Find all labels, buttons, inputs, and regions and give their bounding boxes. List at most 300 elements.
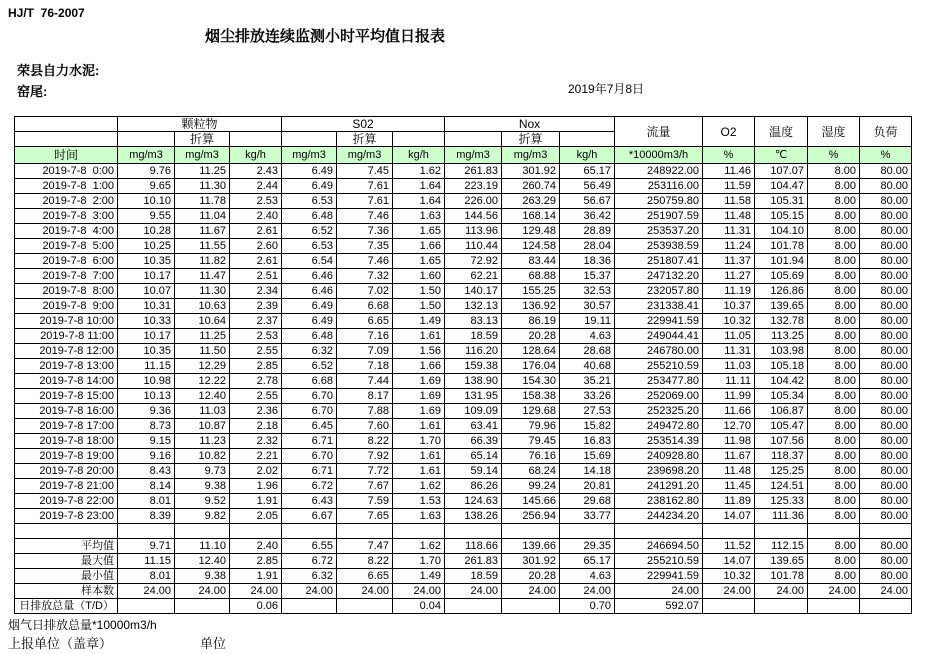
data-cell: 15.69 — [560, 449, 615, 464]
data-cell: 11.58 — [703, 194, 755, 209]
data-cell: 6.49 — [282, 164, 337, 179]
summary-cell: 8.00 — [808, 569, 860, 584]
data-cell: 7.88 — [337, 404, 393, 419]
summary-label: 最小值 — [15, 569, 118, 584]
data-cell: 253537.20 — [615, 224, 703, 239]
empty-cell — [502, 524, 560, 539]
data-cell: 250759.80 — [615, 194, 703, 209]
data-cell: 10.07 — [118, 284, 175, 299]
data-cell: 253116.00 — [615, 179, 703, 194]
data-cell: 131.95 — [445, 389, 502, 404]
data-cell: 80.00 — [860, 224, 912, 239]
empty-cell — [860, 524, 912, 539]
data-cell: 109.09 — [445, 404, 502, 419]
data-cell: 11.89 — [703, 494, 755, 509]
data-cell: 6.53 — [282, 239, 337, 254]
summary-cell: 6.65 — [337, 569, 393, 584]
data-cell: 1.62 — [393, 164, 445, 179]
data-cell: 136.92 — [502, 299, 560, 314]
data-cell: 80.00 — [860, 194, 912, 209]
unit-cell: kg/h — [393, 147, 445, 164]
data-cell: 36.42 — [560, 209, 615, 224]
data-cell: 30.57 — [560, 299, 615, 314]
data-cell: 10.64 — [175, 314, 230, 329]
unit-cell: mg/m3 — [502, 147, 560, 164]
data-cell: 2.40 — [230, 209, 282, 224]
summary-cell: 24.00 — [282, 584, 337, 599]
blank-cell — [118, 132, 175, 147]
data-cell: 11.03 — [703, 359, 755, 374]
data-cell: 2.44 — [230, 179, 282, 194]
summary-cell: 24.00 — [755, 584, 808, 599]
summary-cell: 11.52 — [703, 539, 755, 554]
data-cell: 252069.00 — [615, 389, 703, 404]
empty-cell — [282, 524, 337, 539]
data-cell: 6.46 — [282, 284, 337, 299]
row-time: 2019-7-8 2:00 — [15, 194, 118, 209]
data-cell: 11.30 — [175, 284, 230, 299]
data-cell: 106.87 — [755, 404, 808, 419]
data-cell: 80.00 — [860, 269, 912, 284]
data-cell: 247132.20 — [615, 269, 703, 284]
col-header-o2: O2 — [703, 117, 755, 147]
data-cell: 159.38 — [445, 359, 502, 374]
data-cell: 18.59 — [445, 329, 502, 344]
data-cell: 11.19 — [703, 284, 755, 299]
summary-label: 平均值 — [15, 539, 118, 554]
data-cell: 10.33 — [118, 314, 175, 329]
summary-row — [15, 584, 912, 599]
unit-cell: mg/m3 — [282, 147, 337, 164]
data-cell: 2.85 — [230, 359, 282, 374]
data-cell: 80.00 — [860, 299, 912, 314]
data-cell: 145.66 — [502, 494, 560, 509]
data-cell: 7.09 — [337, 344, 393, 359]
data-cell: 9.73 — [175, 464, 230, 479]
data-cell: 10.17 — [118, 269, 175, 284]
data-cell: 126.86 — [755, 284, 808, 299]
data-cell: 10.28 — [118, 224, 175, 239]
data-cell: 8.00 — [808, 419, 860, 434]
unit-cell: mg/m3 — [445, 147, 502, 164]
data-cell: 10.35 — [118, 254, 175, 269]
data-cell: 12.22 — [175, 374, 230, 389]
summary-cell: 80.00 — [860, 569, 912, 584]
data-cell: 11.99 — [703, 389, 755, 404]
data-cell: 7.72 — [337, 464, 393, 479]
row-time: 2019-7-8 13:00 — [15, 359, 118, 374]
data-cell: 8.00 — [808, 509, 860, 524]
summary-cell: 24.00 — [230, 584, 282, 599]
data-cell: 8.00 — [808, 404, 860, 419]
data-row — [15, 269, 912, 284]
col-group-particulate: 颗粒物 — [118, 117, 282, 132]
data-cell: 6.49 — [282, 314, 337, 329]
summary-cell: 24.00 — [175, 584, 230, 599]
flue-gas-total-note: 烟气日排放总量*10000m3/h — [8, 618, 157, 632]
data-cell: 2.43 — [230, 164, 282, 179]
row-time: 2019-7-8 20:00 — [15, 464, 118, 479]
converted-header-particulate: 折算 — [175, 132, 230, 147]
summary-cell: 6.72 — [282, 554, 337, 569]
data-cell: 11.25 — [175, 329, 230, 344]
summary-cell: 6.32 — [282, 569, 337, 584]
data-cell: 2.60 — [230, 239, 282, 254]
data-cell: 240928.80 — [615, 449, 703, 464]
data-cell: 11.47 — [175, 269, 230, 284]
row-time: 2019-7-8 3:00 — [15, 209, 118, 224]
row-time: 2019-7-8 21:00 — [15, 479, 118, 494]
unit-cell: % — [703, 147, 755, 164]
data-cell: 33.26 — [560, 389, 615, 404]
data-cell: 68.24 — [502, 464, 560, 479]
data-cell: 80.00 — [860, 464, 912, 479]
data-cell: 104.47 — [755, 179, 808, 194]
time-header: 时间 — [15, 147, 118, 164]
summary-row — [15, 539, 912, 554]
data-cell: 229941.59 — [615, 314, 703, 329]
summary-cell: 4.63 — [560, 569, 615, 584]
data-row — [15, 449, 912, 464]
data-cell: 2.34 — [230, 284, 282, 299]
data-cell: 2.32 — [230, 434, 282, 449]
summary-cell — [808, 599, 860, 614]
data-cell: 8.22 — [337, 434, 393, 449]
data-cell: 168.14 — [502, 209, 560, 224]
report-table — [14, 116, 912, 614]
data-cell: 20.81 — [560, 479, 615, 494]
data-cell: 1.50 — [393, 299, 445, 314]
data-cell: 8.39 — [118, 509, 175, 524]
summary-cell: 1.49 — [393, 569, 445, 584]
data-cell: 86.19 — [502, 314, 560, 329]
data-cell: 2.53 — [230, 329, 282, 344]
data-cell: 104.10 — [755, 224, 808, 239]
data-cell: 1.61 — [393, 449, 445, 464]
data-cell: 176.04 — [502, 359, 560, 374]
blank-cell — [15, 132, 118, 147]
data-cell: 260.74 — [502, 179, 560, 194]
data-row — [15, 344, 912, 359]
data-cell: 10.63 — [175, 299, 230, 314]
data-cell: 11.59 — [703, 179, 755, 194]
data-cell: 2.55 — [230, 344, 282, 359]
unit-cell: % — [808, 147, 860, 164]
empty-cell — [755, 524, 808, 539]
data-cell: 11.37 — [703, 254, 755, 269]
unit-cell: mg/m3 — [337, 147, 393, 164]
row-time: 2019-7-8 14:00 — [15, 374, 118, 389]
data-cell: 6.65 — [337, 314, 393, 329]
summary-cell — [445, 599, 502, 614]
data-cell: 8.00 — [808, 284, 860, 299]
data-cell: 15.37 — [560, 269, 615, 284]
data-cell: 251907.59 — [615, 209, 703, 224]
data-cell: 1.65 — [393, 254, 445, 269]
data-cell: 2.53 — [230, 194, 282, 209]
data-cell: 8.01 — [118, 494, 175, 509]
data-cell: 33.77 — [560, 509, 615, 524]
data-cell: 6.52 — [282, 224, 337, 239]
data-cell: 124.51 — [755, 479, 808, 494]
data-cell: 11.78 — [175, 194, 230, 209]
data-cell: 138.90 — [445, 374, 502, 389]
row-time: 2019-7-8 16:00 — [15, 404, 118, 419]
summary-cell: 246694.50 — [615, 539, 703, 554]
summary-cell: 8.22 — [337, 554, 393, 569]
data-cell: 104.42 — [755, 374, 808, 389]
data-cell: 129.48 — [502, 224, 560, 239]
data-cell: 256.94 — [502, 509, 560, 524]
data-cell: 132.13 — [445, 299, 502, 314]
data-cell: 226.00 — [445, 194, 502, 209]
data-cell: 80.00 — [860, 509, 912, 524]
data-cell: 66.39 — [445, 434, 502, 449]
empty-cell — [445, 524, 502, 539]
summary-cell: 24.00 — [445, 584, 502, 599]
data-cell: 8.00 — [808, 209, 860, 224]
unit-cell: % — [860, 147, 912, 164]
summary-cell: 8.01 — [118, 569, 175, 584]
data-cell: 80.00 — [860, 254, 912, 269]
data-row — [15, 359, 912, 374]
data-cell: 1.61 — [393, 464, 445, 479]
data-cell: 139.65 — [755, 299, 808, 314]
data-cell: 223.19 — [445, 179, 502, 194]
data-cell: 8.17 — [337, 389, 393, 404]
data-cell: 1.69 — [393, 389, 445, 404]
data-cell: 4.63 — [560, 329, 615, 344]
data-cell: 80.00 — [860, 344, 912, 359]
data-cell: 80.00 — [860, 434, 912, 449]
data-cell: 138.26 — [445, 509, 502, 524]
data-cell: 113.96 — [445, 224, 502, 239]
data-cell: 63.41 — [445, 419, 502, 434]
data-cell: 11.11 — [703, 374, 755, 389]
summary-cell: 24.00 — [703, 584, 755, 599]
summary-cell: 12.40 — [175, 554, 230, 569]
data-cell: 86.26 — [445, 479, 502, 494]
summary-row — [15, 554, 912, 569]
data-cell: 105.34 — [755, 389, 808, 404]
monitor-location: 窑尾: — [17, 84, 48, 99]
page-title: 烟尘排放连续监测小时平均值日报表 — [205, 28, 446, 45]
data-row — [15, 464, 912, 479]
summary-cell: 24.00 — [808, 584, 860, 599]
data-cell: 11.23 — [175, 434, 230, 449]
data-cell: 2.51 — [230, 269, 282, 284]
data-cell: 59.14 — [445, 464, 502, 479]
data-cell: 129.68 — [502, 404, 560, 419]
summary-cell: 6.55 — [282, 539, 337, 554]
data-cell: 8.00 — [808, 194, 860, 209]
data-cell: 8.00 — [808, 224, 860, 239]
summary-cell: 0.04 — [393, 599, 445, 614]
summary-label: 日排放总量（T/D） — [15, 599, 118, 614]
unit-cell: kg/h — [230, 147, 282, 164]
data-cell: 11.50 — [175, 344, 230, 359]
summary-cell: 2.85 — [230, 554, 282, 569]
data-cell: 80.00 — [860, 404, 912, 419]
data-cell: 8.00 — [808, 479, 860, 494]
data-cell: 83.44 — [502, 254, 560, 269]
data-cell: 7.18 — [337, 359, 393, 374]
data-cell: 2.21 — [230, 449, 282, 464]
summary-cell: 7.47 — [337, 539, 393, 554]
data-row — [15, 209, 912, 224]
data-cell: 110.44 — [445, 239, 502, 254]
data-cell: 6.45 — [282, 419, 337, 434]
unit-cell: mg/m3 — [175, 147, 230, 164]
data-cell: 111.36 — [755, 509, 808, 524]
data-cell: 7.36 — [337, 224, 393, 239]
data-row — [15, 434, 912, 449]
data-cell: 2.61 — [230, 224, 282, 239]
data-cell: 125.25 — [755, 464, 808, 479]
data-cell: 6.70 — [282, 389, 337, 404]
data-row — [15, 389, 912, 404]
empty-cell — [703, 524, 755, 539]
data-cell: 1.91 — [230, 494, 282, 509]
data-row — [15, 179, 912, 194]
row-time: 2019-7-8 1:00 — [15, 179, 118, 194]
data-cell: 80.00 — [860, 209, 912, 224]
summary-cell: 112.15 — [755, 539, 808, 554]
group-header-row — [15, 117, 912, 132]
data-cell: 1.96 — [230, 479, 282, 494]
empty-cell — [615, 524, 703, 539]
data-cell: 9.65 — [118, 179, 175, 194]
empty-cell — [15, 524, 118, 539]
data-cell: 80.00 — [860, 374, 912, 389]
unit-cell: mg/m3 — [118, 147, 175, 164]
data-cell: 10.10 — [118, 194, 175, 209]
data-cell: 248922.00 — [615, 164, 703, 179]
data-row — [15, 224, 912, 239]
data-cell: 124.58 — [502, 239, 560, 254]
data-cell: 80.00 — [860, 449, 912, 464]
data-cell: 9.55 — [118, 209, 175, 224]
summary-cell: 24.00 — [337, 584, 393, 599]
summary-cell — [860, 599, 912, 614]
row-time: 2019-7-8 7:00 — [15, 269, 118, 284]
data-cell: 8.00 — [808, 464, 860, 479]
data-cell: 10.17 — [118, 329, 175, 344]
data-cell: 116.20 — [445, 344, 502, 359]
summary-cell — [755, 599, 808, 614]
row-time: 2019-7-8 22:00 — [15, 494, 118, 509]
summary-cell: 80.00 — [860, 539, 912, 554]
data-cell: 10.37 — [703, 299, 755, 314]
row-time: 2019-7-8 18:00 — [15, 434, 118, 449]
data-cell: 6.54 — [282, 254, 337, 269]
data-cell: 7.46 — [337, 209, 393, 224]
data-cell: 249044.41 — [615, 329, 703, 344]
data-cell: 2.39 — [230, 299, 282, 314]
data-cell: 140.17 — [445, 284, 502, 299]
data-cell: 80.00 — [860, 419, 912, 434]
data-cell: 2.78 — [230, 374, 282, 389]
data-cell: 1.70 — [393, 434, 445, 449]
data-cell: 6.43 — [282, 494, 337, 509]
summary-cell: 101.78 — [755, 569, 808, 584]
data-cell: 8.00 — [808, 239, 860, 254]
data-cell: 12.40 — [175, 389, 230, 404]
data-cell: 10.13 — [118, 389, 175, 404]
data-cell: 105.31 — [755, 194, 808, 209]
data-cell: 105.15 — [755, 209, 808, 224]
data-cell: 8.00 — [808, 434, 860, 449]
data-cell: 56.49 — [560, 179, 615, 194]
data-cell: 11.31 — [703, 344, 755, 359]
data-cell: 7.92 — [337, 449, 393, 464]
data-cell: 105.69 — [755, 269, 808, 284]
row-time: 2019-7-8 12:00 — [15, 344, 118, 359]
data-cell: 132.78 — [755, 314, 808, 329]
data-cell: 9.38 — [175, 479, 230, 494]
data-cell: 253477.80 — [615, 374, 703, 389]
data-cell: 1.60 — [393, 269, 445, 284]
data-cell: 11.66 — [703, 404, 755, 419]
data-cell: 10.87 — [175, 419, 230, 434]
data-row — [15, 479, 912, 494]
data-cell: 28.04 — [560, 239, 615, 254]
data-cell: 29.68 — [560, 494, 615, 509]
summary-cell — [282, 599, 337, 614]
data-cell: 8.00 — [808, 449, 860, 464]
summary-cell: 24.00 — [118, 584, 175, 599]
data-cell: 8.14 — [118, 479, 175, 494]
empty-cell — [393, 524, 445, 539]
data-cell: 6.53 — [282, 194, 337, 209]
data-cell: 65.14 — [445, 449, 502, 464]
data-cell: 253514.39 — [615, 434, 703, 449]
blank-cell — [282, 132, 337, 147]
data-cell: 239698.20 — [615, 464, 703, 479]
summary-cell: 80.00 — [860, 554, 912, 569]
summary-cell: 261.83 — [445, 554, 502, 569]
data-row — [15, 299, 912, 314]
data-cell: 7.61 — [337, 179, 393, 194]
row-time: 2019-7-8 6:00 — [15, 254, 118, 269]
data-cell: 7.60 — [337, 419, 393, 434]
data-row — [15, 329, 912, 344]
empty-cell — [230, 524, 282, 539]
data-cell: 1.66 — [393, 239, 445, 254]
data-cell: 27.53 — [560, 404, 615, 419]
data-cell: 8.00 — [808, 299, 860, 314]
summary-label: 最大值 — [15, 554, 118, 569]
data-cell: 79.96 — [502, 419, 560, 434]
summary-cell: 11.15 — [118, 554, 175, 569]
data-cell: 11.27 — [703, 269, 755, 284]
data-cell: 249472.80 — [615, 419, 703, 434]
data-cell: 113.25 — [755, 329, 808, 344]
data-cell: 99.24 — [502, 479, 560, 494]
data-cell: 8.00 — [808, 374, 860, 389]
col-header-temperature: 温度 — [755, 117, 808, 147]
data-cell: 8.00 — [808, 344, 860, 359]
data-cell: 8.00 — [808, 494, 860, 509]
data-cell: 231338.41 — [615, 299, 703, 314]
data-row — [15, 314, 912, 329]
data-cell: 10.35 — [118, 344, 175, 359]
data-cell: 7.67 — [337, 479, 393, 494]
data-cell: 2.61 — [230, 254, 282, 269]
summary-cell: 24.00 — [560, 584, 615, 599]
company-name: 荣县自力水泥: — [17, 63, 100, 78]
data-cell: 252325.20 — [615, 404, 703, 419]
